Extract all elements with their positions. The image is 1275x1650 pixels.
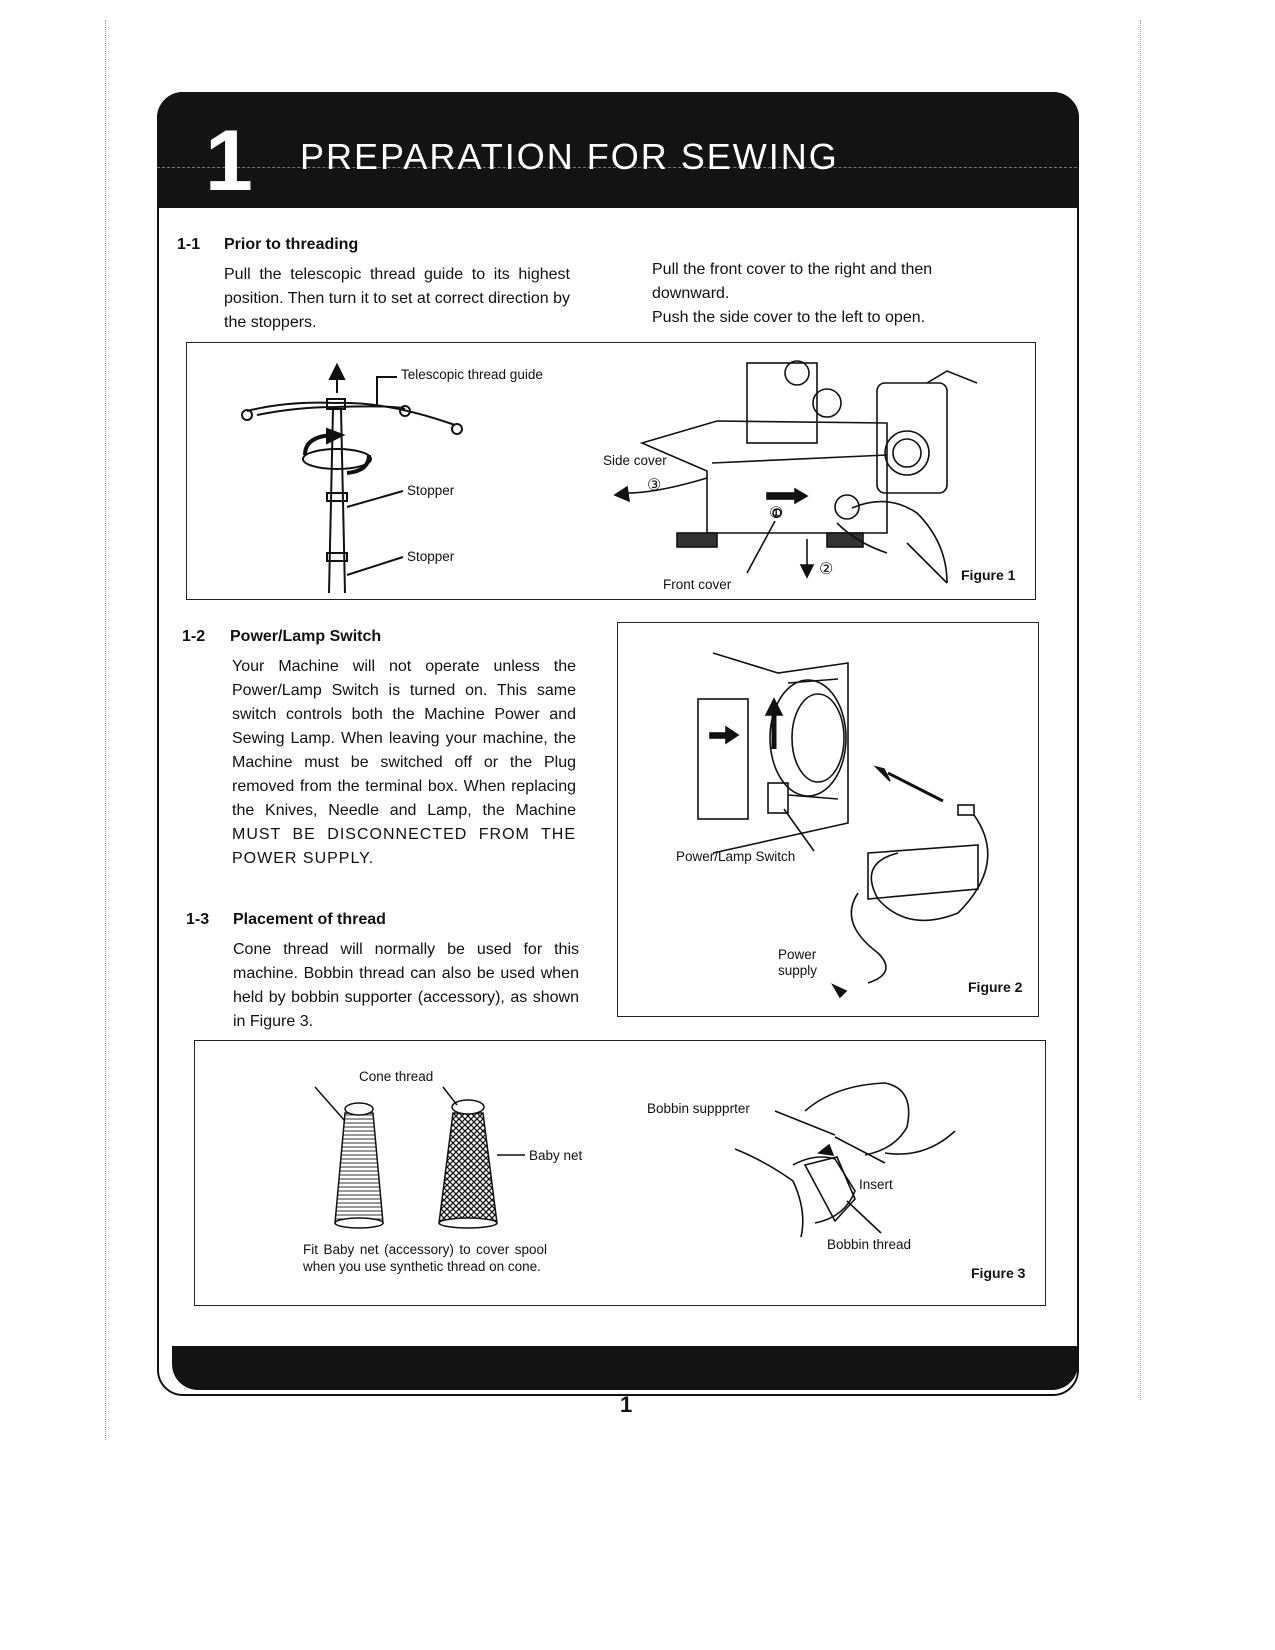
figure-1 xyxy=(186,342,1036,600)
chapter-title: PREPARATION FOR SEWING xyxy=(300,136,839,177)
figure-2 xyxy=(617,622,1039,1017)
step-2-label: ② xyxy=(819,561,834,578)
section-number-1-3: 1-3 xyxy=(186,911,210,928)
machine-covers-illustration xyxy=(187,343,1035,599)
section-1-2-warning: MUST BE DISCONNECTED FROM THE POWER SUPPLY. xyxy=(232,826,576,867)
figure-3 xyxy=(194,1040,1046,1306)
section-title-1-3: Placement of thread xyxy=(233,911,386,928)
power-switch-illustration xyxy=(618,623,1038,1016)
section-1-2-body: Your Machine will not operate unless the Power/Lamp Switch is turned on. This same switch controls both the Machine Power and Sewing Lamp. When leaving your machine, the Machine must be switched off or the Plug removed from the terminal box. When replacing the Knives, Needle and Lamp, the Machine xyxy=(232,658,576,819)
figure-2-caption: Figure 2 xyxy=(968,979,1023,995)
section-1-1-text-right-2: Push the side cover to the left to open. xyxy=(652,309,926,326)
section-1-1-text-right-1: Pull the front cover to the right and then downward. xyxy=(652,261,933,302)
baby-net-note: Fit Baby net (accessory) to cover spool when you use synthetic thread on cone. xyxy=(303,1242,547,1274)
stopper-label-1: Stopper xyxy=(407,483,455,498)
section-title-1-2: Power/Lamp Switch xyxy=(230,628,382,645)
page-number: 1 xyxy=(620,1392,633,1417)
power-supply-label-line2: supply xyxy=(778,963,818,978)
stopper-label-2: Stopper xyxy=(407,549,455,564)
section-number-1-1: 1-1 xyxy=(177,236,201,253)
cone-thread-label: Cone thread xyxy=(359,1069,434,1084)
section-number-1-2: 1-2 xyxy=(182,628,206,645)
baby-net-label: Baby net xyxy=(529,1148,583,1163)
section-title-1-1: Prior to threading xyxy=(224,236,359,253)
scan-edge-left xyxy=(105,20,106,1440)
section-1-1-text-left: Pull the telescopic thread guide to its highest position. Then turn it to set at correct direction by the stoppers. xyxy=(224,266,570,331)
figure-3-caption: Figure 3 xyxy=(971,1265,1026,1281)
figure-1-caption: Figure 1 xyxy=(961,567,1016,583)
step-3-label: ③ xyxy=(647,477,662,494)
chapter-number: 1 xyxy=(205,113,253,209)
chapter-footer-bar xyxy=(172,1346,1078,1390)
power-lamp-switch-label: Power/Lamp Switch xyxy=(676,849,796,864)
section-1-3-text: Cone thread will normally be used for this machine. Bobbin thread can also be used when held by bobbin supporter (accessory), as shown in Figure 3. xyxy=(233,941,579,1030)
section-1-2-text xyxy=(232,655,576,871)
bobbin-thread-label: Bobbin thread xyxy=(827,1237,912,1252)
step-1-label: ① xyxy=(769,505,784,522)
power-supply-label-line1: Power xyxy=(778,947,817,962)
side-cover-label: Side cover xyxy=(603,453,667,468)
telescopic-guide-label: Telescopic thread guide xyxy=(401,367,543,382)
scan-edge-right xyxy=(1140,20,1141,1400)
front-cover-label: Front cover xyxy=(663,577,732,592)
insert-label: Insert xyxy=(859,1177,893,1192)
bobbin-supporter-label: Bobbin suppprter xyxy=(647,1101,750,1116)
